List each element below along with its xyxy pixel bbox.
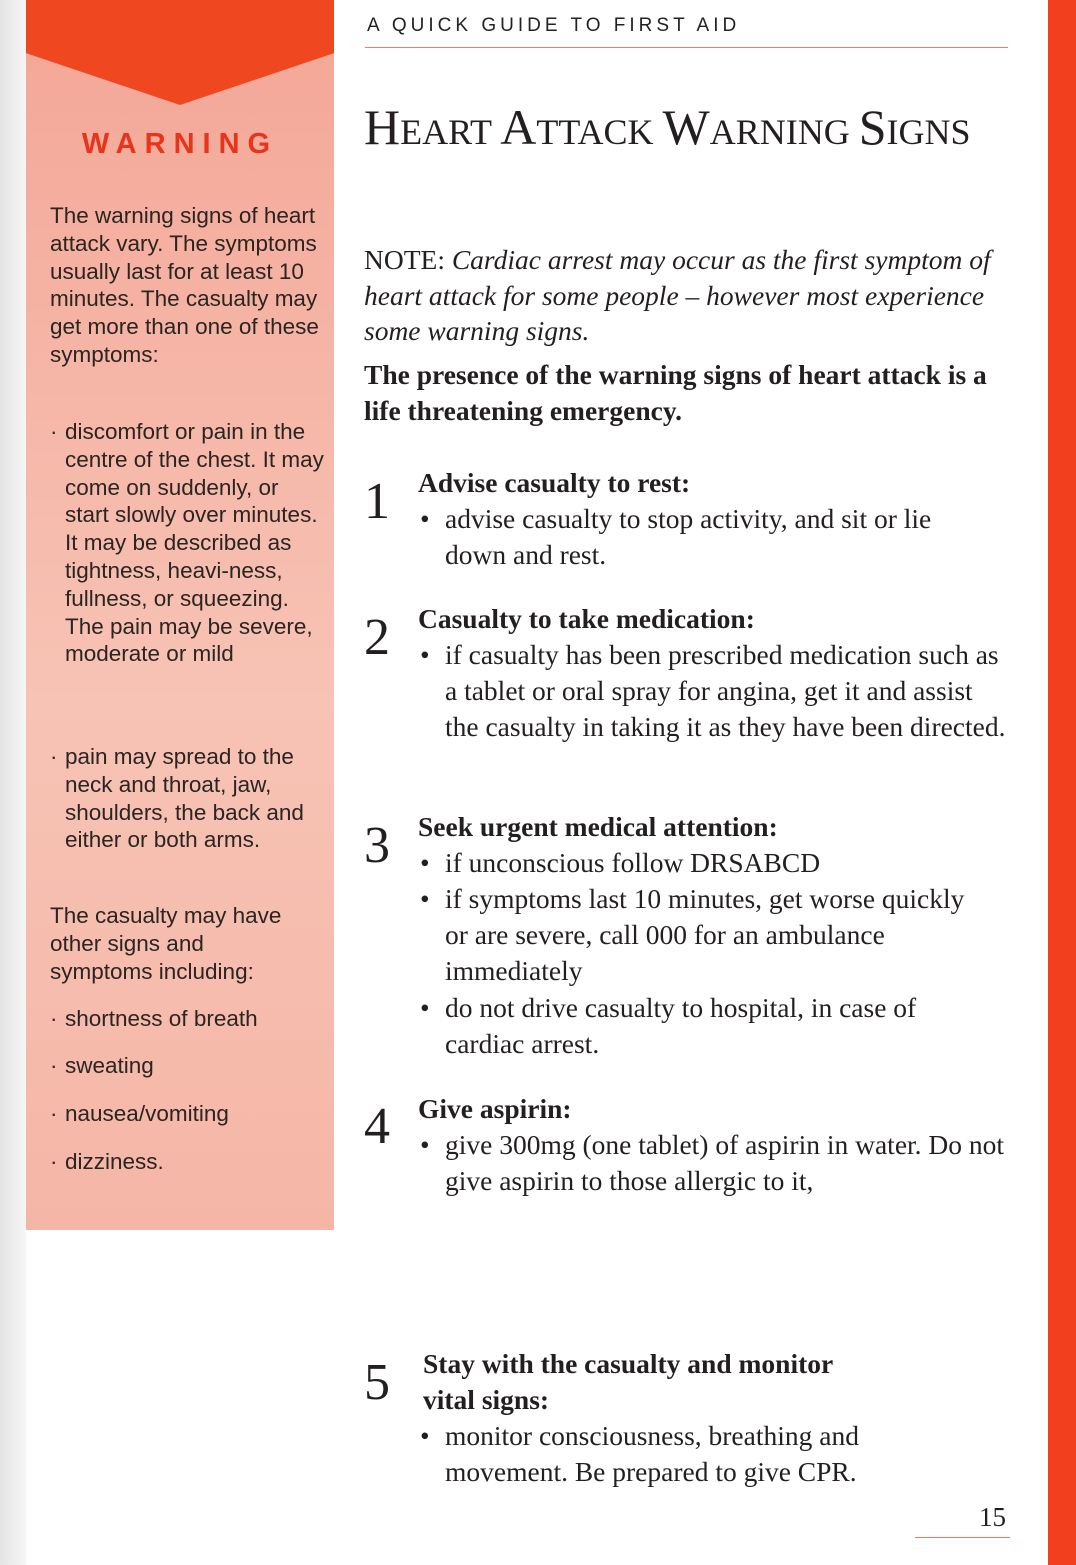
sidebar-header-band xyxy=(26,0,334,52)
step-item-text: if casualty has been prescribed medication such as a tablet or oral spray for angina, get it and assist the casualty in taking it as they have been directed. xyxy=(445,639,1006,743)
other-symptom-text: shortness of breath xyxy=(65,1006,258,1031)
warning-title: WARNING xyxy=(81,128,279,160)
step-title: Casualty to take medication: xyxy=(418,603,755,634)
step-item-text: advise casualty to stop activity, and sit or lie down and rest. xyxy=(445,503,932,571)
step-item xyxy=(420,845,980,881)
step-title: Stay with the casualty and monitor xyxy=(423,1348,834,1379)
step-item xyxy=(420,1418,950,1490)
step-title: Seek urgent medical attention: xyxy=(418,811,778,842)
note-paragraph xyxy=(364,242,1014,349)
step-number: 4 xyxy=(364,1098,390,1155)
other-symptom-text: sweating xyxy=(65,1053,154,1078)
bullet-dot: • xyxy=(420,992,430,1023)
other-symptom-item xyxy=(50,1052,325,1080)
step-item-text: if symptoms last 10 minutes, get worse quickly or are severe, call 000 for an ambulance immediately xyxy=(445,883,965,987)
note-label: NOTE: xyxy=(364,244,445,275)
bullet-dot: • xyxy=(420,639,430,670)
warning-intro: The warning signs of heart attack vary. The symptoms usually last for at least 10 minutes. The casualty may get more than one of these symptoms: xyxy=(50,203,319,367)
page-gutter xyxy=(0,0,26,1565)
step-item-text: give 300mg (one tablet) of aspirin in water. Do not give aspirin to those allergic to it, xyxy=(445,1129,1005,1197)
step-title: Advise casualty to rest: xyxy=(418,467,691,498)
bullet-dot: • xyxy=(420,847,430,878)
other-symptom-text: nausea/vomiting xyxy=(65,1101,229,1126)
right-edge-band xyxy=(1048,0,1076,1565)
symptom-item xyxy=(50,743,325,854)
other-symptom-text: dizziness. xyxy=(65,1149,164,1174)
bullet-dot: • xyxy=(420,883,430,914)
step-item xyxy=(420,990,980,1062)
symptom-item xyxy=(50,418,325,668)
step-item xyxy=(420,637,1010,746)
bullet-dot: • xyxy=(420,1129,430,1160)
step-item xyxy=(420,1127,1010,1199)
page-title: HEART ATTACK WARNING SIGNS xyxy=(364,99,971,155)
bullet-dot: • xyxy=(420,1420,430,1451)
header-rule xyxy=(365,47,1008,48)
bullet-dot: · xyxy=(50,1101,58,1126)
step-title: Give aspirin: xyxy=(418,1093,572,1124)
bullet-dot: · xyxy=(50,419,58,444)
step-item-text: if unconscious follow DRSABCD xyxy=(445,847,821,878)
other-symptom-item xyxy=(50,1148,325,1176)
step-number: 3 xyxy=(364,817,390,874)
footer-rule xyxy=(915,1537,1010,1538)
bullet-dot: · xyxy=(50,1053,58,1078)
step-item xyxy=(420,881,965,990)
step-item-text: do not drive casualty to hospital, in case of cardiac arrest. xyxy=(445,992,917,1060)
running-head: A QUICK GUIDE TO FIRST AID xyxy=(367,15,741,36)
note-text: Cardiac arrest may occur as the first symptom of heart attack for some people – however most experience some warning signs. xyxy=(364,244,991,346)
other-symptoms-intro: The casualty may have other signs and symptoms including: xyxy=(50,903,282,984)
bullet-dot: • xyxy=(420,503,430,534)
other-symptom-item xyxy=(50,1005,325,1033)
bullet-dot: · xyxy=(50,1006,58,1031)
step-item xyxy=(420,501,940,573)
other-symptom-item xyxy=(50,1100,325,1128)
symptom-text: discomfort or pain in the centre of the chest. It may come on suddenly, or start slowly over minutes. It may be described as tightness, heavi-ness, fullness, or squeezing. The pain may be severe, moderate or mild xyxy=(65,419,324,667)
emergency-statement: The presence of the warning signs of heart attack is a life threatening emergency. xyxy=(364,359,987,426)
bullet-dot: · xyxy=(50,1149,58,1174)
step-number: 2 xyxy=(364,609,390,666)
step-title-continued: vital signs: xyxy=(423,1384,550,1415)
step-number: 1 xyxy=(364,473,390,530)
bullet-dot: · xyxy=(50,744,58,769)
symptom-text: pain may spread to the neck and throat, jaw, shoulders, the back and either or both arms. xyxy=(65,744,304,853)
step-item-text: monitor consciousness, breathing and movement. Be prepared to give CPR. xyxy=(445,1420,859,1488)
page-number: 15 xyxy=(979,1502,1006,1532)
step-number: 5 xyxy=(364,1354,390,1411)
